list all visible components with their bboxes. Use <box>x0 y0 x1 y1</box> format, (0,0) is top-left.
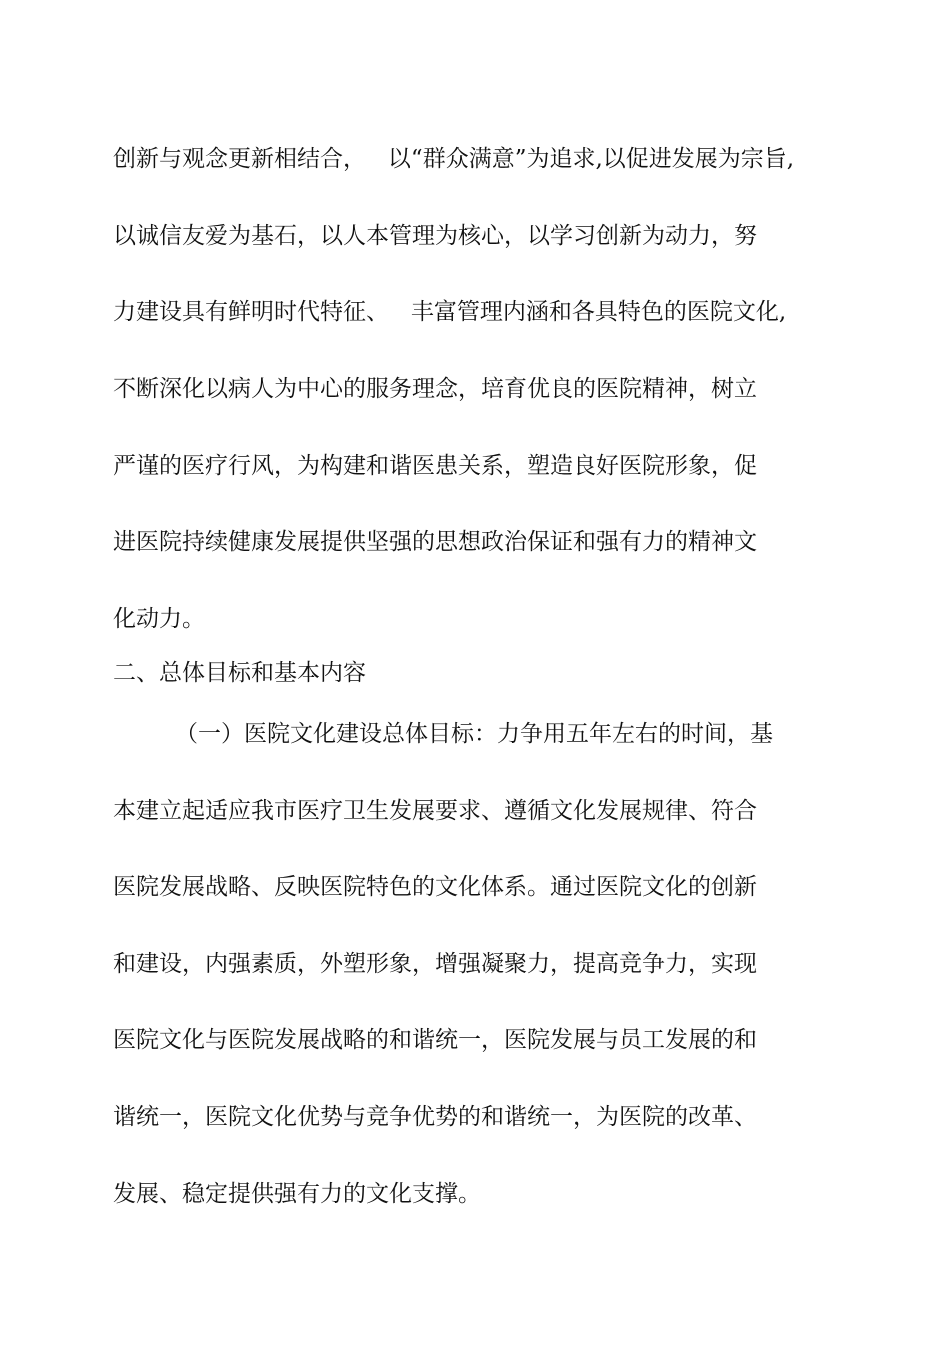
paragraph-line: 发展、稳定提供强有力的文化支撑。 <box>113 1181 481 1207</box>
paragraph-line: 化动力。 <box>113 606 205 632</box>
paragraph-line: 创新与观念更新相结合， 以“群众满意”为追求,以促进发展为宗旨, <box>113 146 795 172</box>
paragraph-line: 进医院持续健康发展提供坚强的思想政治保证和强有力的精神文 <box>113 529 757 555</box>
paragraph-line: 严谨的医疗行风，为构建和谐医患关系，塑造良好医院形象，促 <box>113 453 757 479</box>
paragraph-line: 谐统一，医院文化优势与竞争优势的和谐统一，为医院的改革、 <box>113 1104 757 1130</box>
paragraph-line: 力建设具有鲜明时代特征、 丰富管理内涵和各具特色的医院文化, <box>113 299 787 325</box>
paragraph-line: （一）医院文化建设总体目标：力争用五年左右的时间，基 <box>175 721 773 747</box>
paragraph-line: 本建立起适应我市医疗卫生发展要求、遵循文化发展规律、符合 <box>113 798 757 824</box>
section-heading: 二、总体目标和基本内容 <box>113 660 366 686</box>
paragraph-line: 以诚信友爱为基石，以人本管理为核心，以学习创新为动力，努 <box>113 223 757 249</box>
paragraph-line: 医院发展战略、反映医院特色的文化体系。通过医院文化的创新 <box>113 874 757 900</box>
paragraph-line: 和建设，内强素质，外塑形象，增强凝聚力，提高竞争力，实现 <box>113 951 757 977</box>
paragraph-line: 不断深化以病人为中心的服务理念，培育优良的医院精神，树立 <box>113 376 757 402</box>
paragraph-line: 医院文化与医院发展战略的和谐统一，医院发展与员工发展的和 <box>113 1027 757 1053</box>
